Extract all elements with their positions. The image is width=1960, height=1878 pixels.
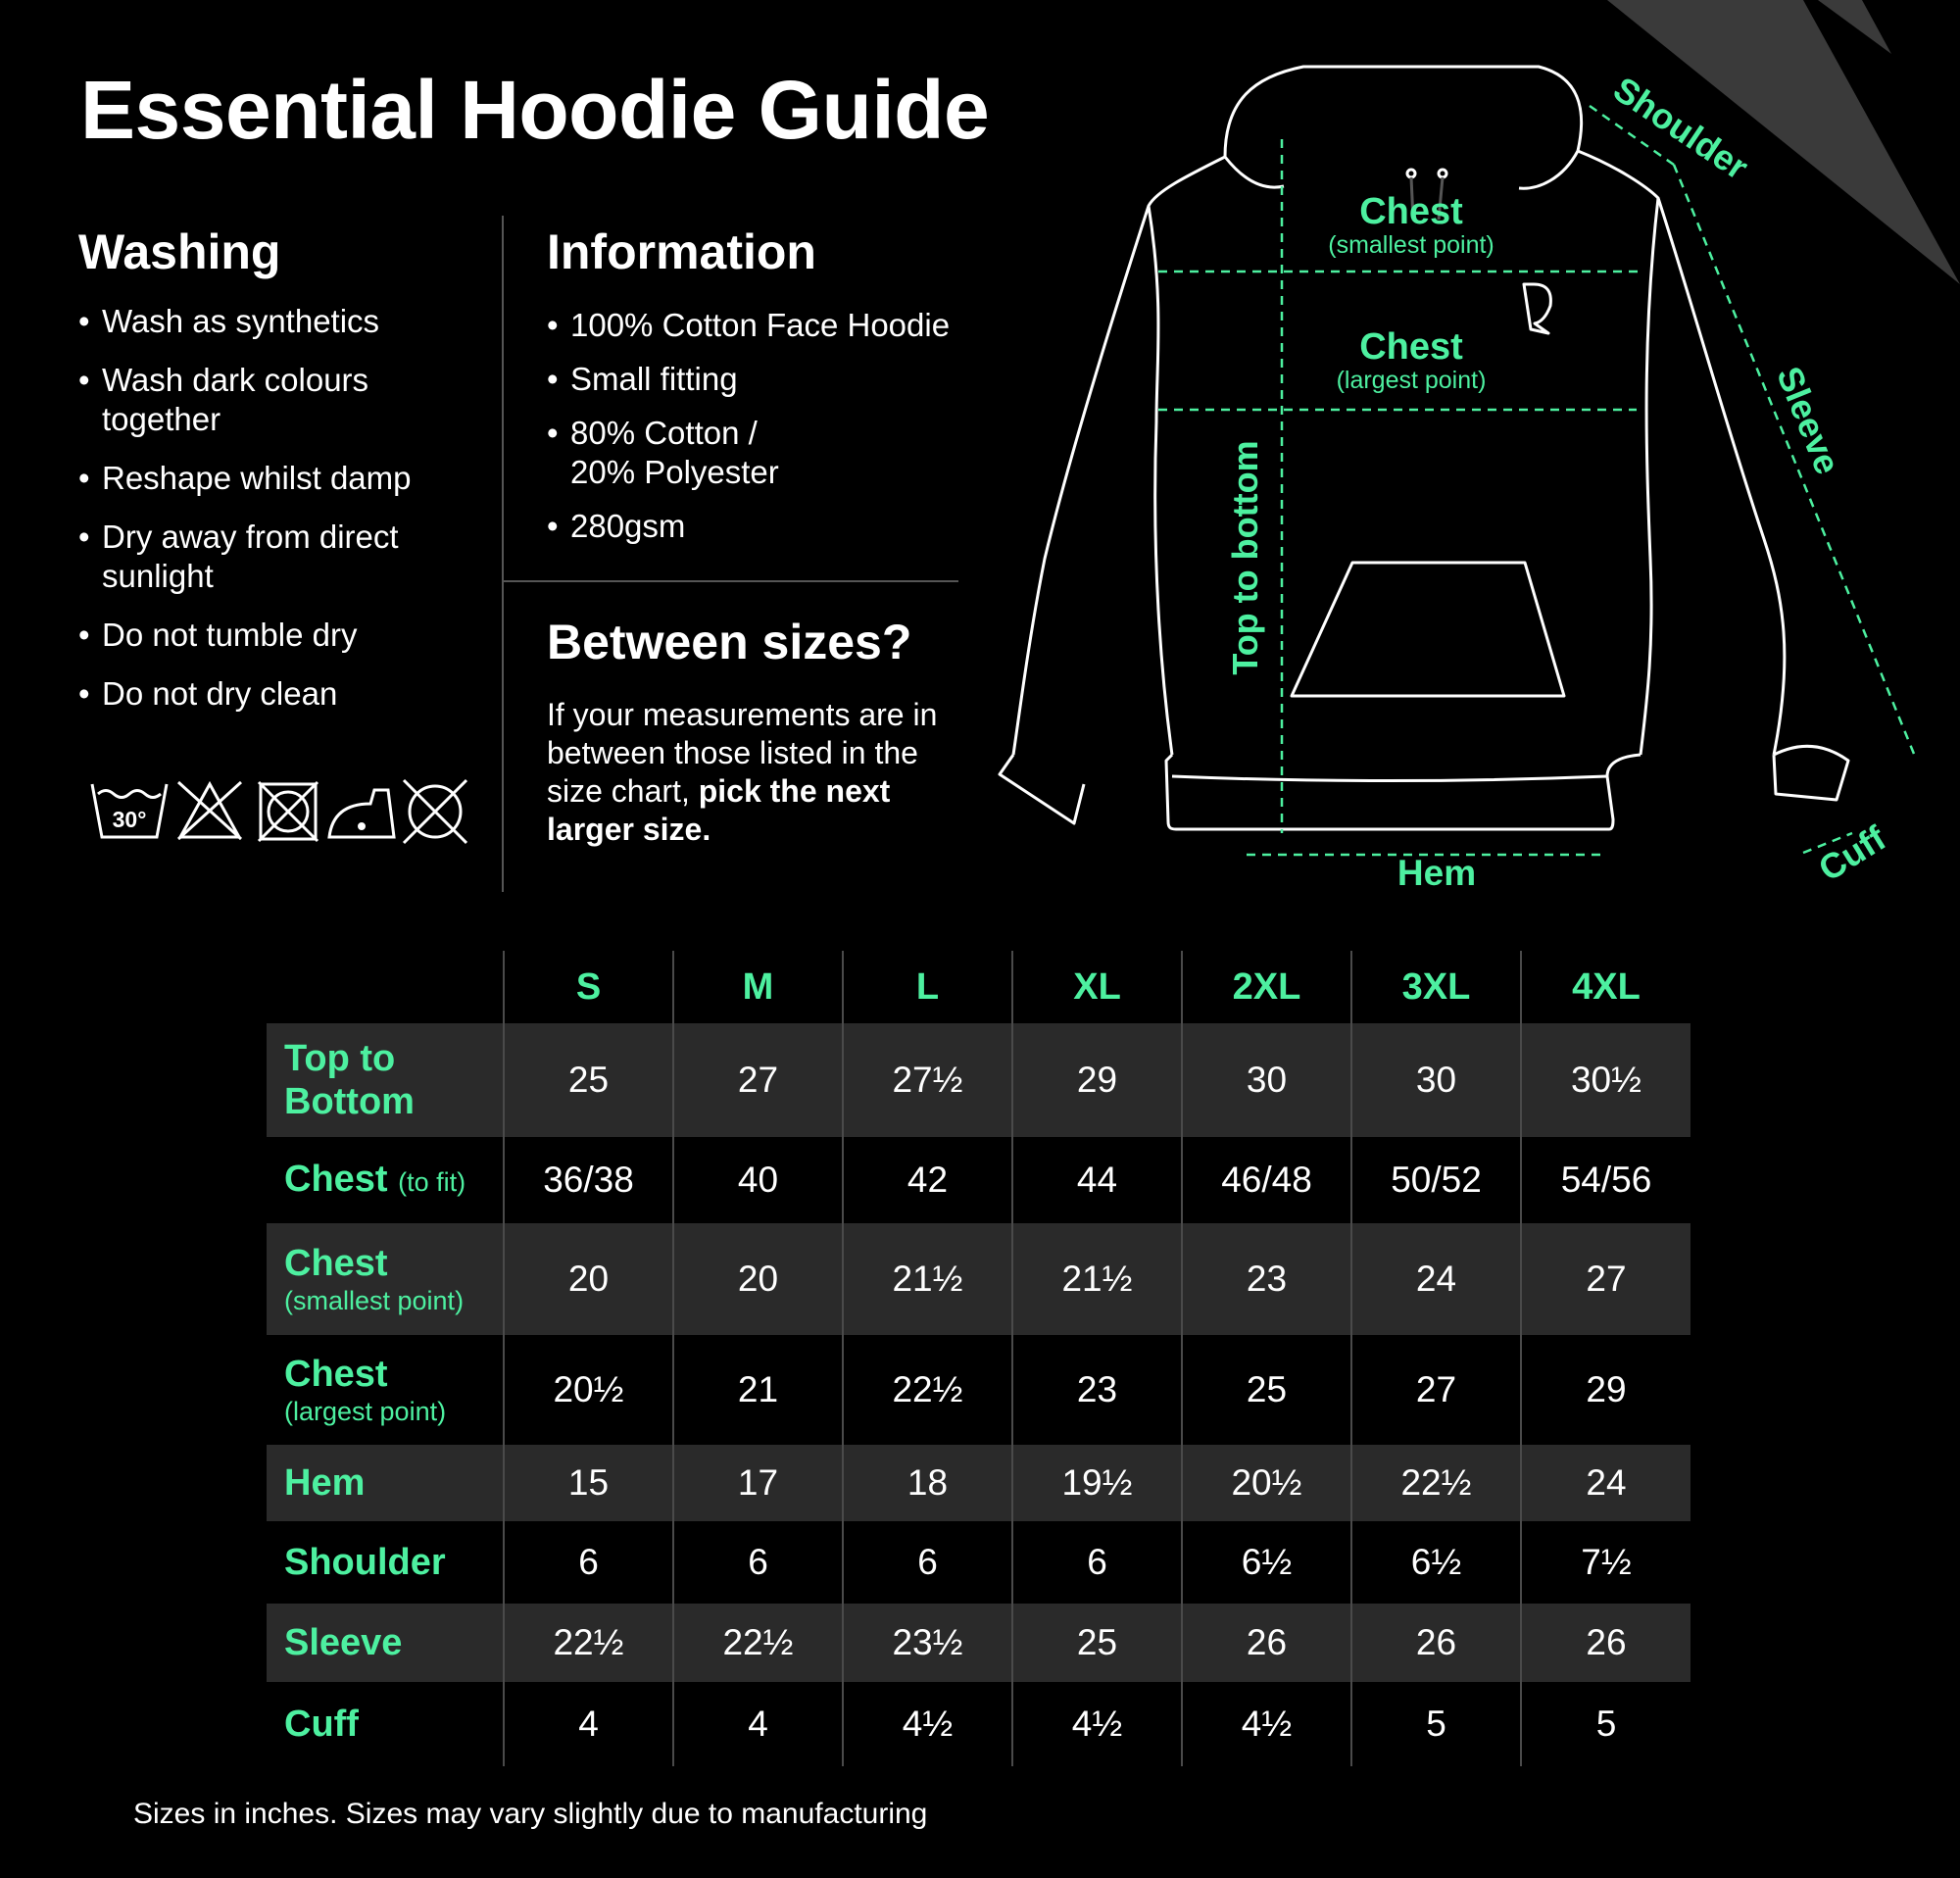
size-header: S xyxy=(504,951,673,1023)
information-list xyxy=(547,306,958,546)
table-cell: 25 xyxy=(504,1023,673,1137)
table-cell: 6½ xyxy=(1182,1521,1351,1604)
table-cell: 21½ xyxy=(1012,1223,1182,1335)
wash-30-icon xyxy=(92,784,167,837)
row-label: Hem xyxy=(284,1462,366,1504)
table-cell: 26 xyxy=(1521,1604,1690,1682)
table-cell: 21½ xyxy=(843,1223,1012,1335)
table-cell: 50/52 xyxy=(1351,1137,1521,1223)
washing-item: • Wash dark colours together xyxy=(78,361,490,439)
row-label xyxy=(267,1023,504,1137)
table-row xyxy=(267,1604,1690,1682)
chest-small-sublabel: (smallest point) xyxy=(1328,231,1494,259)
table-cell: 27 xyxy=(1351,1335,1521,1445)
sleeve-label: Sleeve xyxy=(1769,361,1848,480)
row-sublabel: (smallest point) xyxy=(284,1286,465,1315)
care-icons xyxy=(90,778,467,845)
size-header-row xyxy=(267,951,1690,1023)
table-cell: 20½ xyxy=(504,1335,673,1445)
hoodie-diagram xyxy=(990,49,1931,912)
table-cell: 42 xyxy=(843,1137,1012,1223)
between-sizes-text xyxy=(547,696,978,849)
cuff-label: Cuff xyxy=(1811,817,1893,890)
washing-section xyxy=(78,223,490,733)
washing-heading: Washing xyxy=(78,224,281,279)
table-cell: 6 xyxy=(1012,1521,1182,1604)
table-cell: 22½ xyxy=(1351,1445,1521,1521)
table-row xyxy=(267,1023,1690,1137)
table-cell: 6 xyxy=(504,1521,673,1604)
table-cell: 20 xyxy=(673,1223,843,1335)
row-label: Shoulder xyxy=(284,1542,446,1583)
hem-label: Hem xyxy=(1396,853,1477,893)
information-heading: Information xyxy=(547,224,816,279)
no-tumble-dry-icon xyxy=(259,782,318,841)
washing-item: • Wash as synthetics xyxy=(78,302,490,341)
table-row xyxy=(267,1682,1690,1766)
column-divider xyxy=(502,216,504,892)
table-cell: 36/38 xyxy=(504,1137,673,1223)
table-cell: 22½ xyxy=(673,1604,843,1682)
chest-large-label: Chest xyxy=(1359,326,1463,368)
table-row xyxy=(267,1335,1690,1445)
between-sizes-emphasis: pick the next larger size. xyxy=(547,773,891,847)
table-cell: 6½ xyxy=(1351,1521,1521,1604)
size-header: 2XL xyxy=(1182,951,1351,1023)
row-label: Cuff xyxy=(284,1704,359,1745)
top-to-bottom-label: Top to bottom xyxy=(1225,440,1265,675)
size-header: 4XL xyxy=(1521,951,1690,1023)
row-label-text: Chest xyxy=(284,1158,388,1200)
table-cell: 18 xyxy=(843,1445,1012,1521)
between-sizes-section xyxy=(547,614,978,849)
size-header: L xyxy=(843,951,1012,1023)
washing-item: • Do not dry clean xyxy=(78,674,490,714)
table-cell: 6 xyxy=(673,1521,843,1604)
footnote: Sizes in inches. Sizes may vary slightly due to manufacturing xyxy=(133,1798,928,1830)
table-cell: 26 xyxy=(1351,1604,1521,1682)
table-cell: 24 xyxy=(1351,1223,1521,1335)
row-label-text: Chest xyxy=(284,1243,388,1284)
table-cell: 20 xyxy=(504,1223,673,1335)
table-row xyxy=(267,1223,1690,1335)
chest-large-sublabel: (largest point) xyxy=(1336,367,1487,394)
size-header: XL xyxy=(1012,951,1182,1023)
table-cell: 27½ xyxy=(843,1023,1012,1137)
wash-temp-text: 30° xyxy=(112,807,147,832)
table-cell: 4 xyxy=(504,1682,673,1766)
row-label xyxy=(267,1137,504,1223)
table-cell: 29 xyxy=(1521,1335,1690,1445)
size-header: 3XL xyxy=(1351,951,1521,1023)
measure-lines xyxy=(990,49,1931,912)
table-cell: 17 xyxy=(673,1445,843,1521)
table-cell: 44 xyxy=(1012,1137,1182,1223)
washing-item: • Do not tumble dry xyxy=(78,616,490,655)
table-cell: 4 xyxy=(673,1682,843,1766)
corner-cell xyxy=(267,951,504,1023)
table-cell: 30½ xyxy=(1521,1023,1690,1137)
table-cell: 23 xyxy=(1182,1223,1351,1335)
row-label-text: Top to Bottom xyxy=(284,1038,415,1122)
table-cell: 40 xyxy=(673,1137,843,1223)
row-sublabel: (to fit) xyxy=(398,1166,466,1197)
table-cell: 5 xyxy=(1351,1682,1521,1766)
row-label xyxy=(267,1335,504,1445)
no-dry-clean-icon xyxy=(404,780,466,843)
size-table xyxy=(267,951,1690,1766)
table-cell: 20½ xyxy=(1182,1445,1351,1521)
row-sublabel: (largest point) xyxy=(284,1397,447,1426)
size-header: M xyxy=(673,951,843,1023)
washing-item: • Dry away from direct sunlight xyxy=(78,518,490,596)
table-row xyxy=(267,1521,1690,1604)
table-row xyxy=(267,1445,1690,1521)
shoulder-label: Shoulder xyxy=(1606,68,1756,188)
information-item: • 100% Cotton Face Hoodie xyxy=(547,306,958,345)
table-cell: 4½ xyxy=(1012,1682,1182,1766)
table-cell: 15 xyxy=(504,1445,673,1521)
table-cell: 26 xyxy=(1182,1604,1351,1682)
between-sizes-heading: Between sizes? xyxy=(547,615,912,669)
table-cell: 46/48 xyxy=(1182,1137,1351,1223)
row-label xyxy=(267,1223,504,1335)
between-sizes-body: If your measurements are in between those listed in the size chart, xyxy=(547,697,938,809)
page-title: Essential Hoodie Guide xyxy=(80,64,990,156)
table-cell: 23½ xyxy=(843,1604,1012,1682)
chest-small-label: Chest xyxy=(1359,191,1463,232)
table-cell: 4½ xyxy=(843,1682,1012,1766)
table-cell: 54/56 xyxy=(1521,1137,1690,1223)
iron-low-icon xyxy=(329,790,394,837)
table-cell: 7½ xyxy=(1521,1521,1690,1604)
table-cell: 27 xyxy=(673,1023,843,1137)
table-cell: 30 xyxy=(1182,1023,1351,1137)
information-section xyxy=(547,223,958,561)
table-cell: 22½ xyxy=(504,1604,673,1682)
table-cell: 6 xyxy=(843,1521,1012,1604)
row-label-text: Chest xyxy=(284,1354,388,1395)
table-cell: 23 xyxy=(1012,1335,1182,1445)
table-cell: 4½ xyxy=(1182,1682,1351,1766)
table-cell: 27 xyxy=(1521,1223,1690,1335)
washing-item: • Reshape whilst damp xyxy=(78,459,490,498)
information-item: • 280gsm xyxy=(547,507,958,546)
table-cell: 22½ xyxy=(843,1335,1012,1445)
table-cell: 5 xyxy=(1521,1682,1690,1766)
no-bleach-icon xyxy=(178,782,241,839)
washing-list xyxy=(78,302,490,714)
table-cell: 30 xyxy=(1351,1023,1521,1137)
table-cell: 25 xyxy=(1012,1604,1182,1682)
table-cell: 19½ xyxy=(1012,1445,1182,1521)
row-label: Sleeve xyxy=(284,1622,403,1663)
table-cell: 21 xyxy=(673,1335,843,1445)
table-cell: 25 xyxy=(1182,1335,1351,1445)
information-item: • Small fitting xyxy=(547,360,958,399)
section-divider xyxy=(504,580,958,582)
table-cell: 24 xyxy=(1521,1445,1690,1521)
information-item: • 80% Cotton / 20% Polyester xyxy=(547,414,796,492)
table-cell: 29 xyxy=(1012,1023,1182,1137)
table-row xyxy=(267,1137,1690,1223)
